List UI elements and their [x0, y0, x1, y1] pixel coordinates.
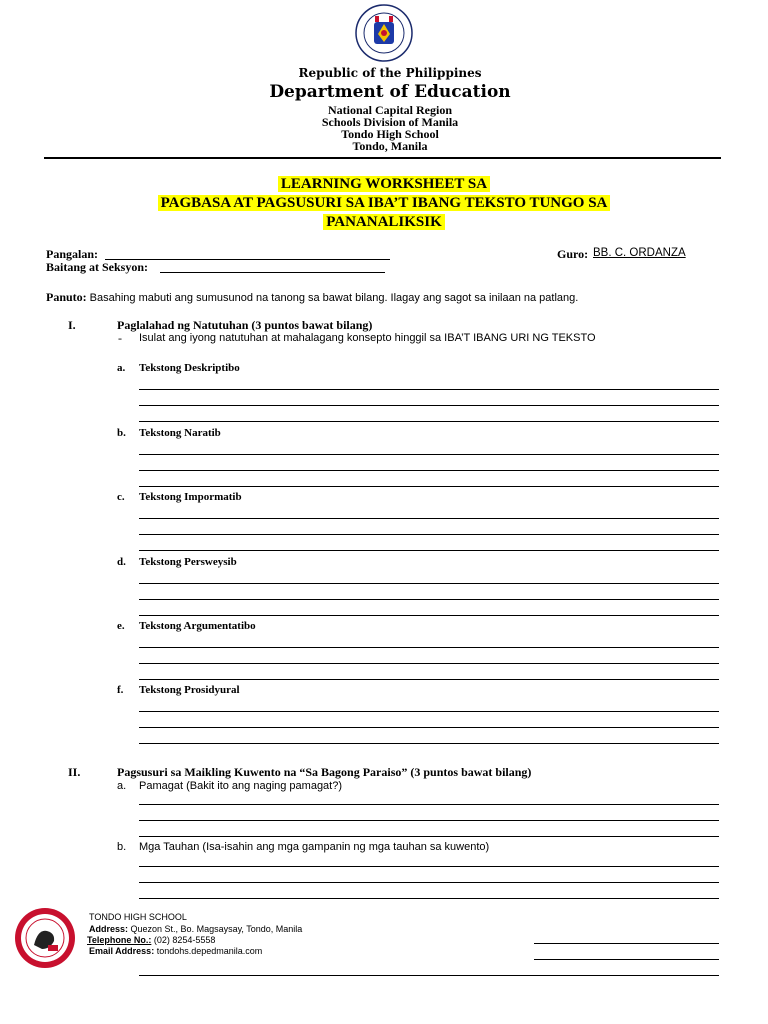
answer-line[interactable] [139, 583, 719, 584]
part1-direction: Isulat ang iyong natutuhan at mahalagang konsepto hinggil sa IBA’T IBANG URI NG TEKSTO [139, 332, 596, 344]
worksheet-title [0, 175, 768, 232]
division-line: Schools Division of Manila [321, 115, 459, 129]
answer-line[interactable] [139, 454, 719, 455]
department-line: Department of Education [269, 82, 511, 102]
answer-line[interactable] [534, 959, 719, 960]
footer-school: TONDO HIGH SCHOOL [89, 912, 187, 922]
phone-value: (02) 8254-5558 [153, 935, 216, 945]
footer-phone [87, 935, 215, 945]
answer-line[interactable] [139, 389, 719, 390]
school-logo [14, 907, 76, 969]
item-letter: a. [117, 780, 127, 792]
item-letter: b. [117, 427, 126, 439]
teacher-label: Guro: [557, 247, 589, 261]
item-letter: c. [117, 491, 125, 503]
answer-line[interactable] [139, 599, 719, 600]
email-label: Email Address: [89, 946, 155, 956]
footer-email [89, 946, 262, 956]
answer-line[interactable] [139, 615, 719, 616]
item-label: Tekstong Persweysib [139, 556, 237, 568]
republic-line: Republic of the Philippines [298, 66, 482, 80]
section-label: Baitang at Seksyon: [46, 260, 149, 274]
school-line: Tondo High School [341, 127, 439, 141]
deped-seal [355, 4, 413, 62]
answer-line[interactable] [139, 647, 719, 648]
title-line-2: PAGBASA AT PAGSUSURI SA IBA’T IBANG TEKSTO TUNGO SA [158, 195, 611, 211]
title-line-3: PANANALIKSIK [323, 214, 445, 230]
instructions-text: Basahing mabuti ang sumusunod na tanong sa bawat bilang. Ilagay ang sagot sa inilaan na patlang. [89, 292, 579, 304]
instructions-label: Panuto: [46, 290, 87, 304]
part1-bullet: - [118, 331, 122, 345]
answer-line[interactable] [139, 405, 719, 406]
answer-line[interactable] [139, 727, 719, 728]
name-label: Pangalan: [46, 247, 99, 261]
answer-line[interactable] [139, 820, 719, 821]
address-value: Quezon St., Bo. Magsaysay, Tondo, Manila [130, 924, 303, 934]
instructions [46, 290, 578, 305]
email-value: tondohs.depedmanila.com [156, 946, 263, 956]
footer-address [89, 924, 302, 934]
item-label: Tekstong Impormatib [139, 491, 242, 503]
answer-line[interactable] [139, 486, 719, 487]
item-label: Tekstong Naratib [139, 427, 221, 439]
item-letter: a. [117, 362, 126, 374]
answer-line[interactable] [139, 743, 719, 744]
answer-line[interactable] [139, 866, 719, 867]
answer-line[interactable] [139, 534, 719, 535]
item-letter: e. [117, 620, 125, 632]
answer-line[interactable] [139, 711, 719, 712]
item-label: Tekstong Deskriptibo [139, 362, 240, 374]
part1-title: Paglalahad ng Natutuhan (3 puntos bawat bilang) [117, 318, 373, 332]
teacher-value: BB. C. ORDANZA [593, 247, 686, 259]
answer-line[interactable] [534, 943, 719, 944]
phone-label: Telephone No.: [87, 935, 152, 945]
address-label: Address: [89, 924, 129, 934]
item-letter: d. [117, 556, 126, 568]
item-label: Pamagat (Bakit ito ang naging pamagat?) [139, 780, 343, 792]
item-letter: b. [117, 841, 127, 853]
deped-seal-icon [355, 4, 413, 62]
header-divider [44, 157, 721, 159]
title-line-1: LEARNING WORKSHEET SA [278, 176, 490, 192]
section-field[interactable] [160, 272, 385, 273]
answer-line[interactable] [139, 975, 719, 976]
answer-line[interactable] [139, 550, 719, 551]
answer-line[interactable] [139, 421, 719, 422]
item-label: Tekstong Prosidyural [139, 684, 240, 696]
answer-line[interactable] [139, 804, 719, 805]
item-label: Mga Tauhan (Isa-isahin ang mga gampanin ng mga tauhan sa kuwento) [139, 841, 490, 853]
answer-line[interactable] [139, 836, 719, 837]
answer-line[interactable] [139, 882, 719, 883]
city-line: Tondo, Manila [352, 139, 428, 153]
region-line: National Capital Region [327, 103, 452, 117]
part1-number: I. [68, 318, 76, 332]
answer-line[interactable] [139, 518, 719, 519]
answer-line[interactable] [139, 470, 719, 471]
answer-line[interactable] [139, 663, 719, 664]
item-letter: f. [117, 684, 124, 696]
item-label: Tekstong Argumentatibo [139, 620, 256, 632]
answer-line[interactable] [139, 898, 719, 899]
part2-title: Pagsusuri sa Maikling Kuwento na “Sa Bagong Paraiso” (3 puntos bawat bilang) [117, 765, 532, 779]
answer-line[interactable] [139, 679, 719, 680]
school-logo-icon [14, 907, 76, 969]
part2-number: II. [68, 765, 81, 779]
